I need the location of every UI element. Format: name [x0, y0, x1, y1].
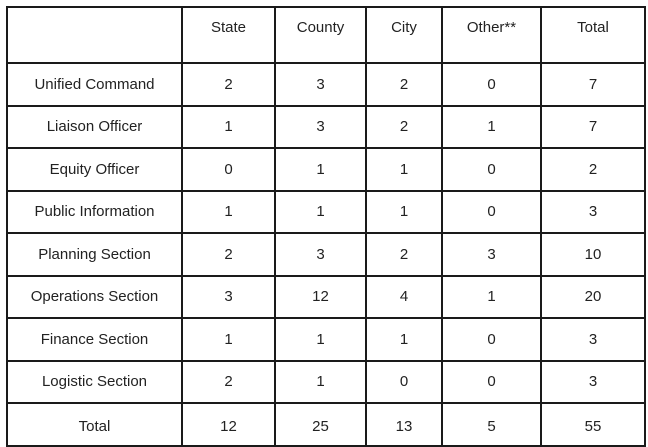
value-cell-total: 3: [541, 191, 645, 234]
row-label-cell: Finance Section: [7, 318, 182, 361]
value-cell-other: 0: [442, 318, 541, 361]
value-cell-city: 13: [366, 403, 442, 446]
header-row: [7, 7, 645, 63]
value-cell-county: 1: [275, 191, 366, 234]
table-row: [7, 63, 645, 106]
value-cell-state: 3: [182, 276, 275, 319]
value-cell-total: 3: [541, 318, 645, 361]
value-cell-city: 2: [366, 106, 442, 149]
header-cell-city: City: [366, 7, 442, 63]
table-body: [7, 63, 645, 446]
value-cell-total: 10: [541, 233, 645, 276]
row-label-cell: Logistic Section: [7, 361, 182, 404]
staffing-table: [6, 6, 646, 447]
value-cell-city: 1: [366, 191, 442, 234]
value-cell-state: 1: [182, 106, 275, 149]
value-cell-county: 3: [275, 106, 366, 149]
value-cell-state: 2: [182, 233, 275, 276]
value-cell-city: 1: [366, 148, 442, 191]
table-header: [7, 7, 645, 63]
header-cell-other: Other**: [442, 7, 541, 63]
row-label-cell: Liaison Officer: [7, 106, 182, 149]
value-cell-total: 2: [541, 148, 645, 191]
value-cell-county: 1: [275, 148, 366, 191]
value-cell-county: 25: [275, 403, 366, 446]
value-cell-state: 2: [182, 63, 275, 106]
row-label-cell: Equity Officer: [7, 148, 182, 191]
value-cell-state: 2: [182, 361, 275, 404]
row-label-cell: Operations Section: [7, 276, 182, 319]
value-cell-state: 0: [182, 148, 275, 191]
value-cell-city: 2: [366, 233, 442, 276]
value-cell-other: 1: [442, 276, 541, 319]
value-cell-city: 2: [366, 63, 442, 106]
value-cell-county: 3: [275, 63, 366, 106]
value-cell-county: 3: [275, 233, 366, 276]
value-cell-total: 7: [541, 63, 645, 106]
table-row: [7, 361, 645, 404]
value-cell-state: 1: [182, 191, 275, 234]
value-cell-total: 7: [541, 106, 645, 149]
value-cell-other: 0: [442, 191, 541, 234]
table-row: [7, 148, 645, 191]
value-cell-other: 0: [442, 361, 541, 404]
value-cell-city: 1: [366, 318, 442, 361]
row-label-cell: Unified Command: [7, 63, 182, 106]
table-row: [7, 276, 645, 319]
table-row: [7, 403, 645, 446]
value-cell-other: 5: [442, 403, 541, 446]
table-row: [7, 106, 645, 149]
value-cell-other: 3: [442, 233, 541, 276]
value-cell-county: 1: [275, 318, 366, 361]
table-row: [7, 318, 645, 361]
header-cell-county: County: [275, 7, 366, 63]
table-row: [7, 191, 645, 234]
table-row: [7, 233, 645, 276]
header-cell-empty: [7, 7, 182, 63]
value-cell-total: 20: [541, 276, 645, 319]
value-cell-city: 4: [366, 276, 442, 319]
header-cell-state: State: [182, 7, 275, 63]
value-cell-county: 1: [275, 361, 366, 404]
value-cell-total: 55: [541, 403, 645, 446]
value-cell-state: 1: [182, 318, 275, 361]
value-cell-state: 12: [182, 403, 275, 446]
header-cell-total: Total: [541, 7, 645, 63]
value-cell-county: 12: [275, 276, 366, 319]
value-cell-other: 0: [442, 148, 541, 191]
value-cell-other: 0: [442, 63, 541, 106]
row-label-cell: Total: [7, 403, 182, 446]
value-cell-total: 3: [541, 361, 645, 404]
value-cell-city: 0: [366, 361, 442, 404]
value-cell-other: 1: [442, 106, 541, 149]
row-label-cell: Public Information: [7, 191, 182, 234]
row-label-cell: Planning Section: [7, 233, 182, 276]
